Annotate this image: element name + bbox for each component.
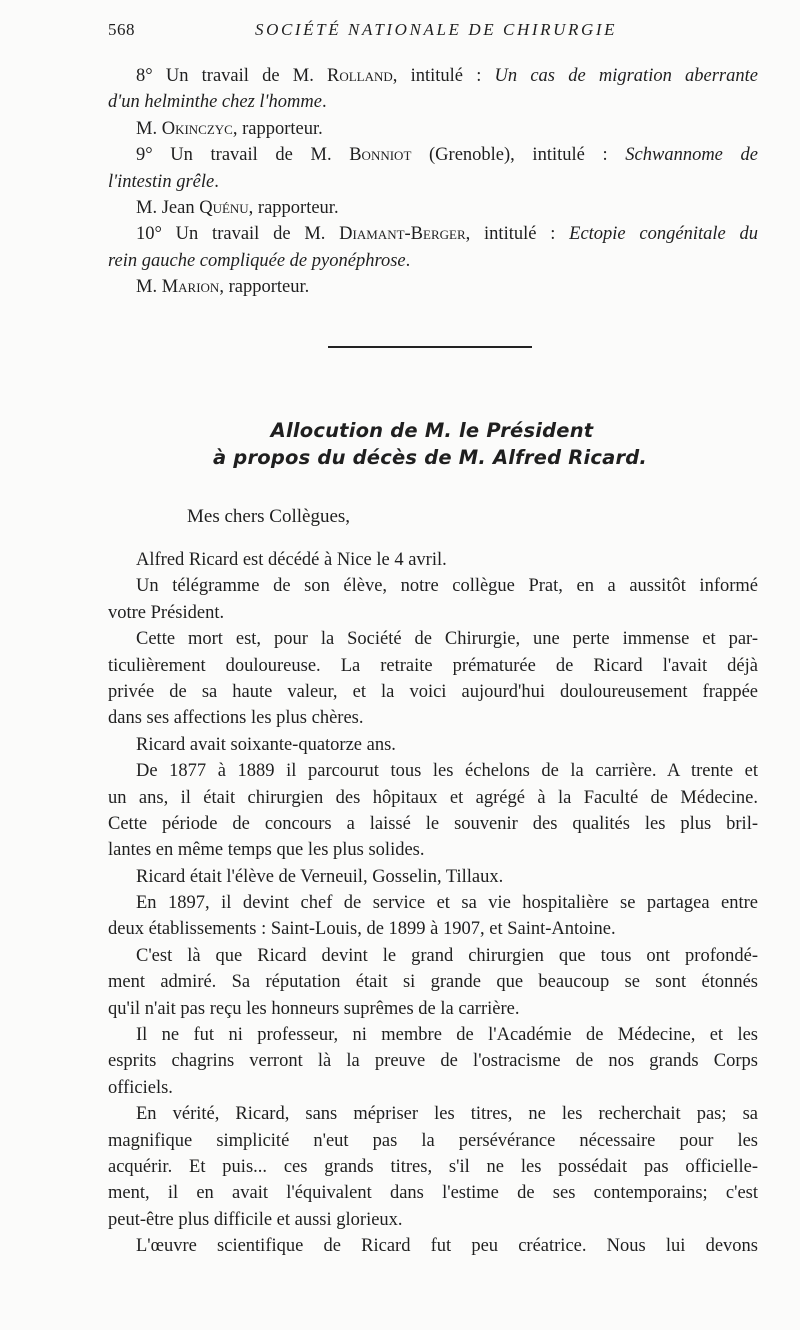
speech-line: officiels.: [108, 1077, 173, 1098]
speech-line: Un télégramme de son élève, notre collègue Prat, en a aussitôt informé: [136, 576, 758, 597]
report-item-9: [108, 142, 758, 168]
item-text: M. Jean: [136, 197, 200, 218]
rapporteur-name: Quénu: [199, 197, 249, 218]
work-title: Schwannome de: [625, 145, 758, 166]
section-heading-line-1: Allocution de M. le Président: [270, 419, 594, 442]
item-text: , rapporteur.: [219, 277, 310, 298]
item-text: (Grenoble), intitulé :: [411, 145, 626, 166]
item-text: .: [405, 250, 411, 271]
item-text: , intitulé :: [392, 66, 495, 86]
speech-line: dans ses affections les plus chères.: [108, 708, 364, 729]
speech-line: lantes en même temps que les plus solides.: [108, 840, 425, 861]
work-title: l'intestin grêle: [108, 171, 215, 192]
speech-line: acquérir. Et puis... ces grands titres, s'il ne les possédait pas officielle-: [108, 1156, 758, 1177]
page-number: 568: [108, 20, 135, 39]
report-item-8-cont: [108, 89, 758, 115]
salutation: Mes chers Collègues,: [187, 506, 351, 527]
item-text: , rapporteur.: [248, 197, 339, 218]
speech-line: qu'il n'ait pas reçu les honneurs suprêmes de la carrière.: [108, 998, 520, 1019]
speech-body: [108, 547, 758, 1260]
speech-line: Il ne fut ni professeur, ni membre de l'Académie de Médecine, et les: [136, 1025, 758, 1046]
item-text: , rapporteur.: [232, 118, 323, 139]
speech-line: De 1877 à 1889 il parcourut tous les échelons de la carrière. A trente et: [136, 761, 758, 782]
speech-line: Alfred Ricard est décédé à Nice le 4 avril.: [136, 550, 447, 570]
rapporteur-10: [108, 274, 758, 300]
rapporteur-8: [108, 116, 758, 142]
item-number: 9°: [136, 145, 153, 166]
speech-line: magnifique simplicité n'eut pas la persévérance nécessaire pour les: [108, 1130, 758, 1151]
speech-line: deux établissements : Saint-Louis, de 1899 à 1907, et Saint-Antoine.: [108, 919, 616, 940]
speech-line: privée de sa haute valeur, et la voici aujourd'hui douloureusement frappée: [108, 681, 758, 702]
item-text: Un travail de M.: [152, 145, 350, 166]
speech-line: L'œuvre scientifique de Ricard fut peu créatrice. Nous lui devons: [136, 1236, 758, 1257]
report-item-8: [108, 63, 758, 89]
speech-line: C'est là que Ricard devint le grand chirurgien que tous ont profondé-: [136, 945, 758, 966]
work-title: d'un helminthe chez l'homme: [108, 92, 322, 113]
work-title: rein gauche compliquée de pyonéphrose: [108, 250, 406, 271]
speech-line: Ricard avait soixante-quatorze ans.: [136, 734, 396, 755]
item-text: .: [321, 92, 327, 113]
speech-line: En 1897, il devint chef de service et sa vie hospitalière se partagea entre: [136, 893, 758, 914]
item-text: M.: [136, 277, 162, 298]
section-divider: [328, 346, 532, 348]
work-title: Ectopie congénitale du: [569, 224, 758, 245]
speech-line: Cette période de concours a laissé le souvenir des qualités les plus bril-: [108, 813, 758, 834]
rapporteur-9: [108, 195, 758, 221]
item-text: Un travail de M.: [152, 66, 328, 86]
item-number: 10°: [136, 224, 162, 245]
speech-line: votre Président.: [108, 602, 225, 623]
speech-line: ticulièrement douloureuse. La retraite prématurée de Ricard l'avait déjà: [108, 655, 758, 676]
item-text: Un travail de M.: [161, 224, 340, 245]
work-title: Un cas de migration aberrante: [494, 66, 758, 86]
rapporteur-name: Marion: [161, 277, 220, 298]
author-name: Rolland: [327, 66, 393, 86]
item-text: M.: [136, 118, 162, 139]
speech-line: En vérité, Ricard, sans mépriser les titres, ne les recherchait pas; sa: [136, 1104, 758, 1125]
speech-line: un ans, il était chirurgien des hôpitaux et agrégé à la Faculté de Médecine.: [108, 787, 758, 808]
item-text: .: [214, 171, 219, 192]
section-heading-line-2: à propos du décès de M. Alfred Ricard.: [212, 446, 648, 469]
speech-line: peut-être plus difficile et aussi glorieux.: [108, 1209, 403, 1230]
report-item-10-cont: [108, 248, 758, 274]
running-head: [0, 20, 800, 44]
speech-line: ment, il en avait l'équivalent dans l'estime de ses contemporains; c'est: [108, 1183, 758, 1204]
item-number: 8°: [136, 66, 153, 86]
report-item-9-cont: [108, 169, 758, 195]
rapporteur-name: Okinczyc: [161, 118, 233, 139]
item-text: , intitulé :: [465, 224, 570, 245]
speech-line: esprits chagrins verront là la preuve de l'ostracisme de nos grands Corps: [108, 1051, 758, 1072]
author-name: Diamant-Berger: [339, 224, 466, 245]
speech-line: ment admiré. Sa réputation était si grande que beaucoup se sont étonnés: [108, 972, 758, 993]
author-name: Bonniot: [349, 145, 412, 166]
speech-line: Ricard était l'élève de Verneuil, Gosselin, Tillaux.: [136, 866, 504, 887]
report-item-10: [108, 221, 758, 247]
report-list: [108, 63, 758, 301]
running-title: SOCIÉTÉ NATIONALE DE CHIRURGIE: [255, 20, 618, 39]
speech-line: Cette mort est, pour la Société de Chirurgie, une perte immense et par-: [136, 629, 758, 650]
